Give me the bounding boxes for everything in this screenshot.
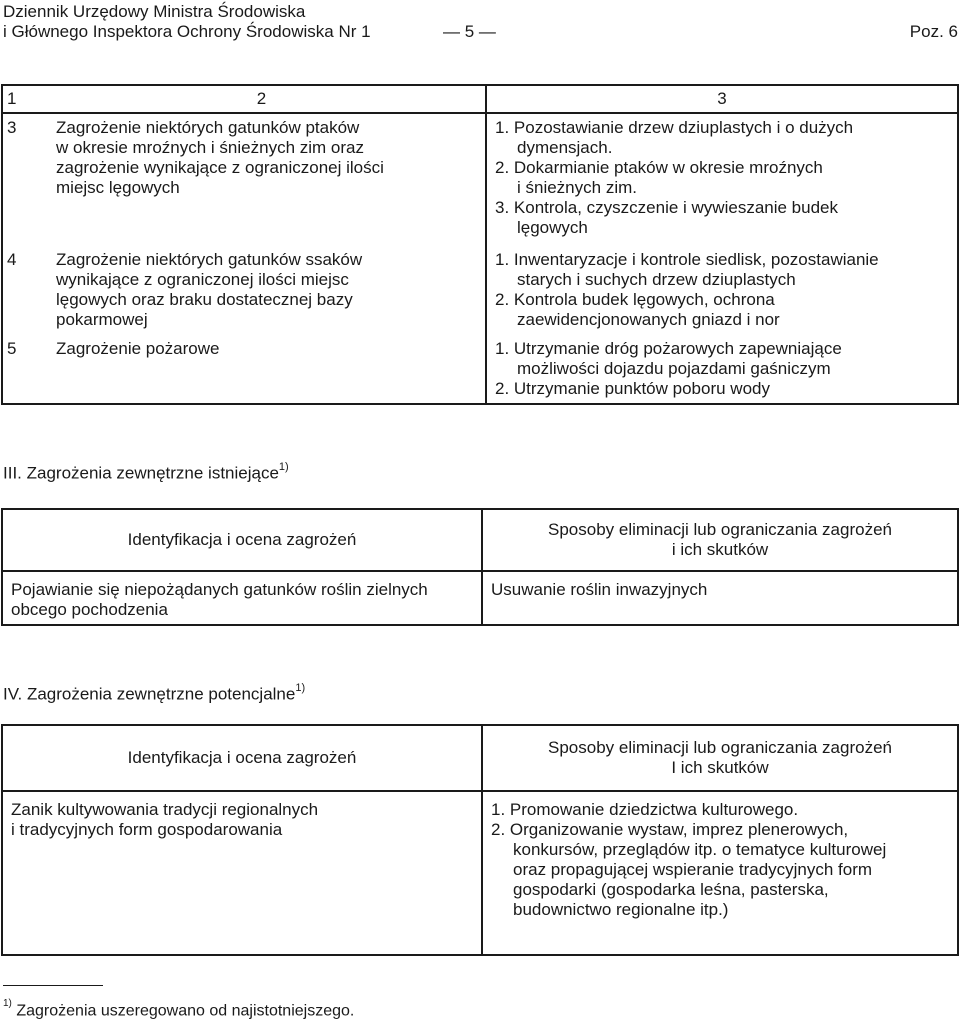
- threat-line: Zagrożenie niektórych gatunków ssaków: [56, 250, 363, 269]
- threat-cell: [2, 791, 482, 955]
- measure-line: 1. Pozostawianie drzew dziuplastych i o dużych: [495, 118, 854, 137]
- threat-line: w okresie mroźnych i śnieżnych zim oraz: [56, 138, 364, 157]
- threat-line: zagrożenie wynikające z ograniczonej ilości: [56, 158, 384, 177]
- measure-line: gospodarki (gospodarka leśna, pasterska,: [513, 880, 829, 899]
- threat-line: miejsc lęgowych: [56, 178, 180, 197]
- section-3-title: [3, 459, 289, 484]
- table-header-row: [2, 725, 958, 791]
- footnote-separator: [3, 985, 103, 986]
- measure-line: 2. Dokarmianie ptaków w okresie mroźnych: [495, 158, 823, 177]
- measure-line: 1. Promowanie dziedzictwa kulturowego.: [491, 800, 799, 819]
- threat-line: pokarmowej: [56, 310, 148, 329]
- col-header-methods: [482, 725, 958, 791]
- measure-line: 1. Utrzymanie dróg pożarowych zapewniające: [495, 339, 842, 358]
- header-line: i ich skutków: [671, 540, 769, 559]
- journal-title-line2: i Głównego Inspektora Ochrony Środowiska Nr 1: [3, 22, 371, 41]
- measures-cell: [486, 113, 958, 244]
- threat-line: Zanik kultywowania tradycji regionalnych: [11, 800, 319, 819]
- existing-threats-table: [1, 508, 959, 626]
- threat-cell: [2, 571, 482, 625]
- col-header-identification: Identyfikacja i ocena zagrożeń: [2, 725, 482, 791]
- section-4-title: [3, 680, 305, 705]
- section-3-title-text: III. Zagrożenia zewnętrzne istniejące: [3, 463, 279, 483]
- footnote-text: Zagrożenia uszeregowano od najistotniejszego.: [16, 1002, 355, 1020]
- measure-line: starych i suchych drzew dziuplastych: [517, 270, 796, 289]
- col-header-3: 3: [486, 85, 958, 113]
- threat-cell: [38, 330, 486, 404]
- threat-line: i tradycyjnych form gospodarowania: [11, 820, 283, 839]
- col-header-identification: Identyfikacja i ocena zagrożeń: [2, 509, 482, 571]
- potential-threats-table: [1, 724, 959, 956]
- row-number: 3: [2, 113, 38, 244]
- table-row: [2, 791, 958, 955]
- position-number: Poz. 6: [909, 22, 958, 41]
- measures-cell: [486, 330, 958, 404]
- threat-line: Zagrożenie pożarowe: [56, 339, 220, 358]
- table-header-row: [2, 509, 958, 571]
- measure-line: dymensjach.: [517, 138, 613, 157]
- threat-line: Pojawianie się niepożądanych gatunków roślin zielnych: [11, 580, 428, 599]
- col-header-1: 1: [2, 85, 38, 113]
- measure-line: 3. Kontrola, czyszczenie i wywieszanie budek: [495, 198, 838, 217]
- col-header-methods: [482, 509, 958, 571]
- threats-table-continued: [1, 84, 959, 405]
- measure-line: możliwości dojazdu pojazdami gaśniczym: [517, 359, 831, 378]
- table-row: [2, 244, 958, 330]
- row-number: 5: [2, 330, 38, 404]
- header-line: Sposoby eliminacji lub ograniczania zagrożeń: [548, 738, 892, 757]
- footnote-ref: 1): [295, 682, 306, 694]
- threat-cell: [38, 244, 486, 330]
- measures-cell: [486, 244, 958, 330]
- threat-cell: [38, 113, 486, 244]
- measure-line: 2. Utrzymanie punktów poboru wody: [495, 379, 770, 398]
- measure-line: oraz propagującej wspieranie tradycyjnych form: [513, 860, 873, 879]
- footnote-marker: 1): [3, 998, 12, 1009]
- measure-line: konkursów, przeglądów itp. o tematyce kulturowej: [513, 840, 887, 859]
- measure-line: lęgowych: [517, 218, 588, 237]
- threat-line: obcego pochodzenia: [11, 600, 168, 619]
- header-line: I ich skutków: [671, 758, 769, 777]
- col-header-2: 2: [38, 85, 486, 113]
- journal-title-line1: Dziennik Urzędowy Ministra Środowiska: [3, 2, 306, 21]
- table-row: [2, 330, 958, 404]
- row-number: 4: [2, 244, 38, 330]
- footnote-ref: 1): [278, 461, 289, 473]
- threat-line: Zagrożenie niektórych gatunków ptaków: [56, 118, 360, 137]
- page-number: — 5 —: [443, 22, 496, 41]
- column-header-row: [2, 85, 958, 113]
- measure-line: i śnieżnych zim.: [517, 178, 637, 197]
- methods-cell: [482, 791, 958, 955]
- measure-line: budownictwo regionalne itp.): [513, 900, 729, 919]
- measure-line: 2. Organizowanie wystaw, imprez plenerowych,: [491, 820, 849, 839]
- table-row: [2, 571, 958, 625]
- threat-line: wynikające z ograniczonej ilości miejsc: [56, 270, 349, 289]
- header-line: Sposoby eliminacji lub ograniczania zagrożeń: [548, 520, 892, 539]
- methods-cell: Usuwanie roślin inwazyjnych: [482, 571, 958, 625]
- footnote: [3, 997, 354, 1021]
- section-4-title-text: IV. Zagrożenia zewnętrzne potencjalne: [3, 684, 296, 704]
- measure-line: zaewidencjonowanych gniazd i nor: [517, 310, 780, 329]
- table-row: [2, 113, 958, 244]
- measure-line: 1. Inwentaryzacje i kontrole siedlisk, pozostawianie: [495, 250, 879, 269]
- measure-line: 2. Kontrola budek lęgowych, ochrona: [495, 290, 775, 309]
- threat-line: lęgowych oraz braku dostatecznej bazy: [56, 290, 353, 309]
